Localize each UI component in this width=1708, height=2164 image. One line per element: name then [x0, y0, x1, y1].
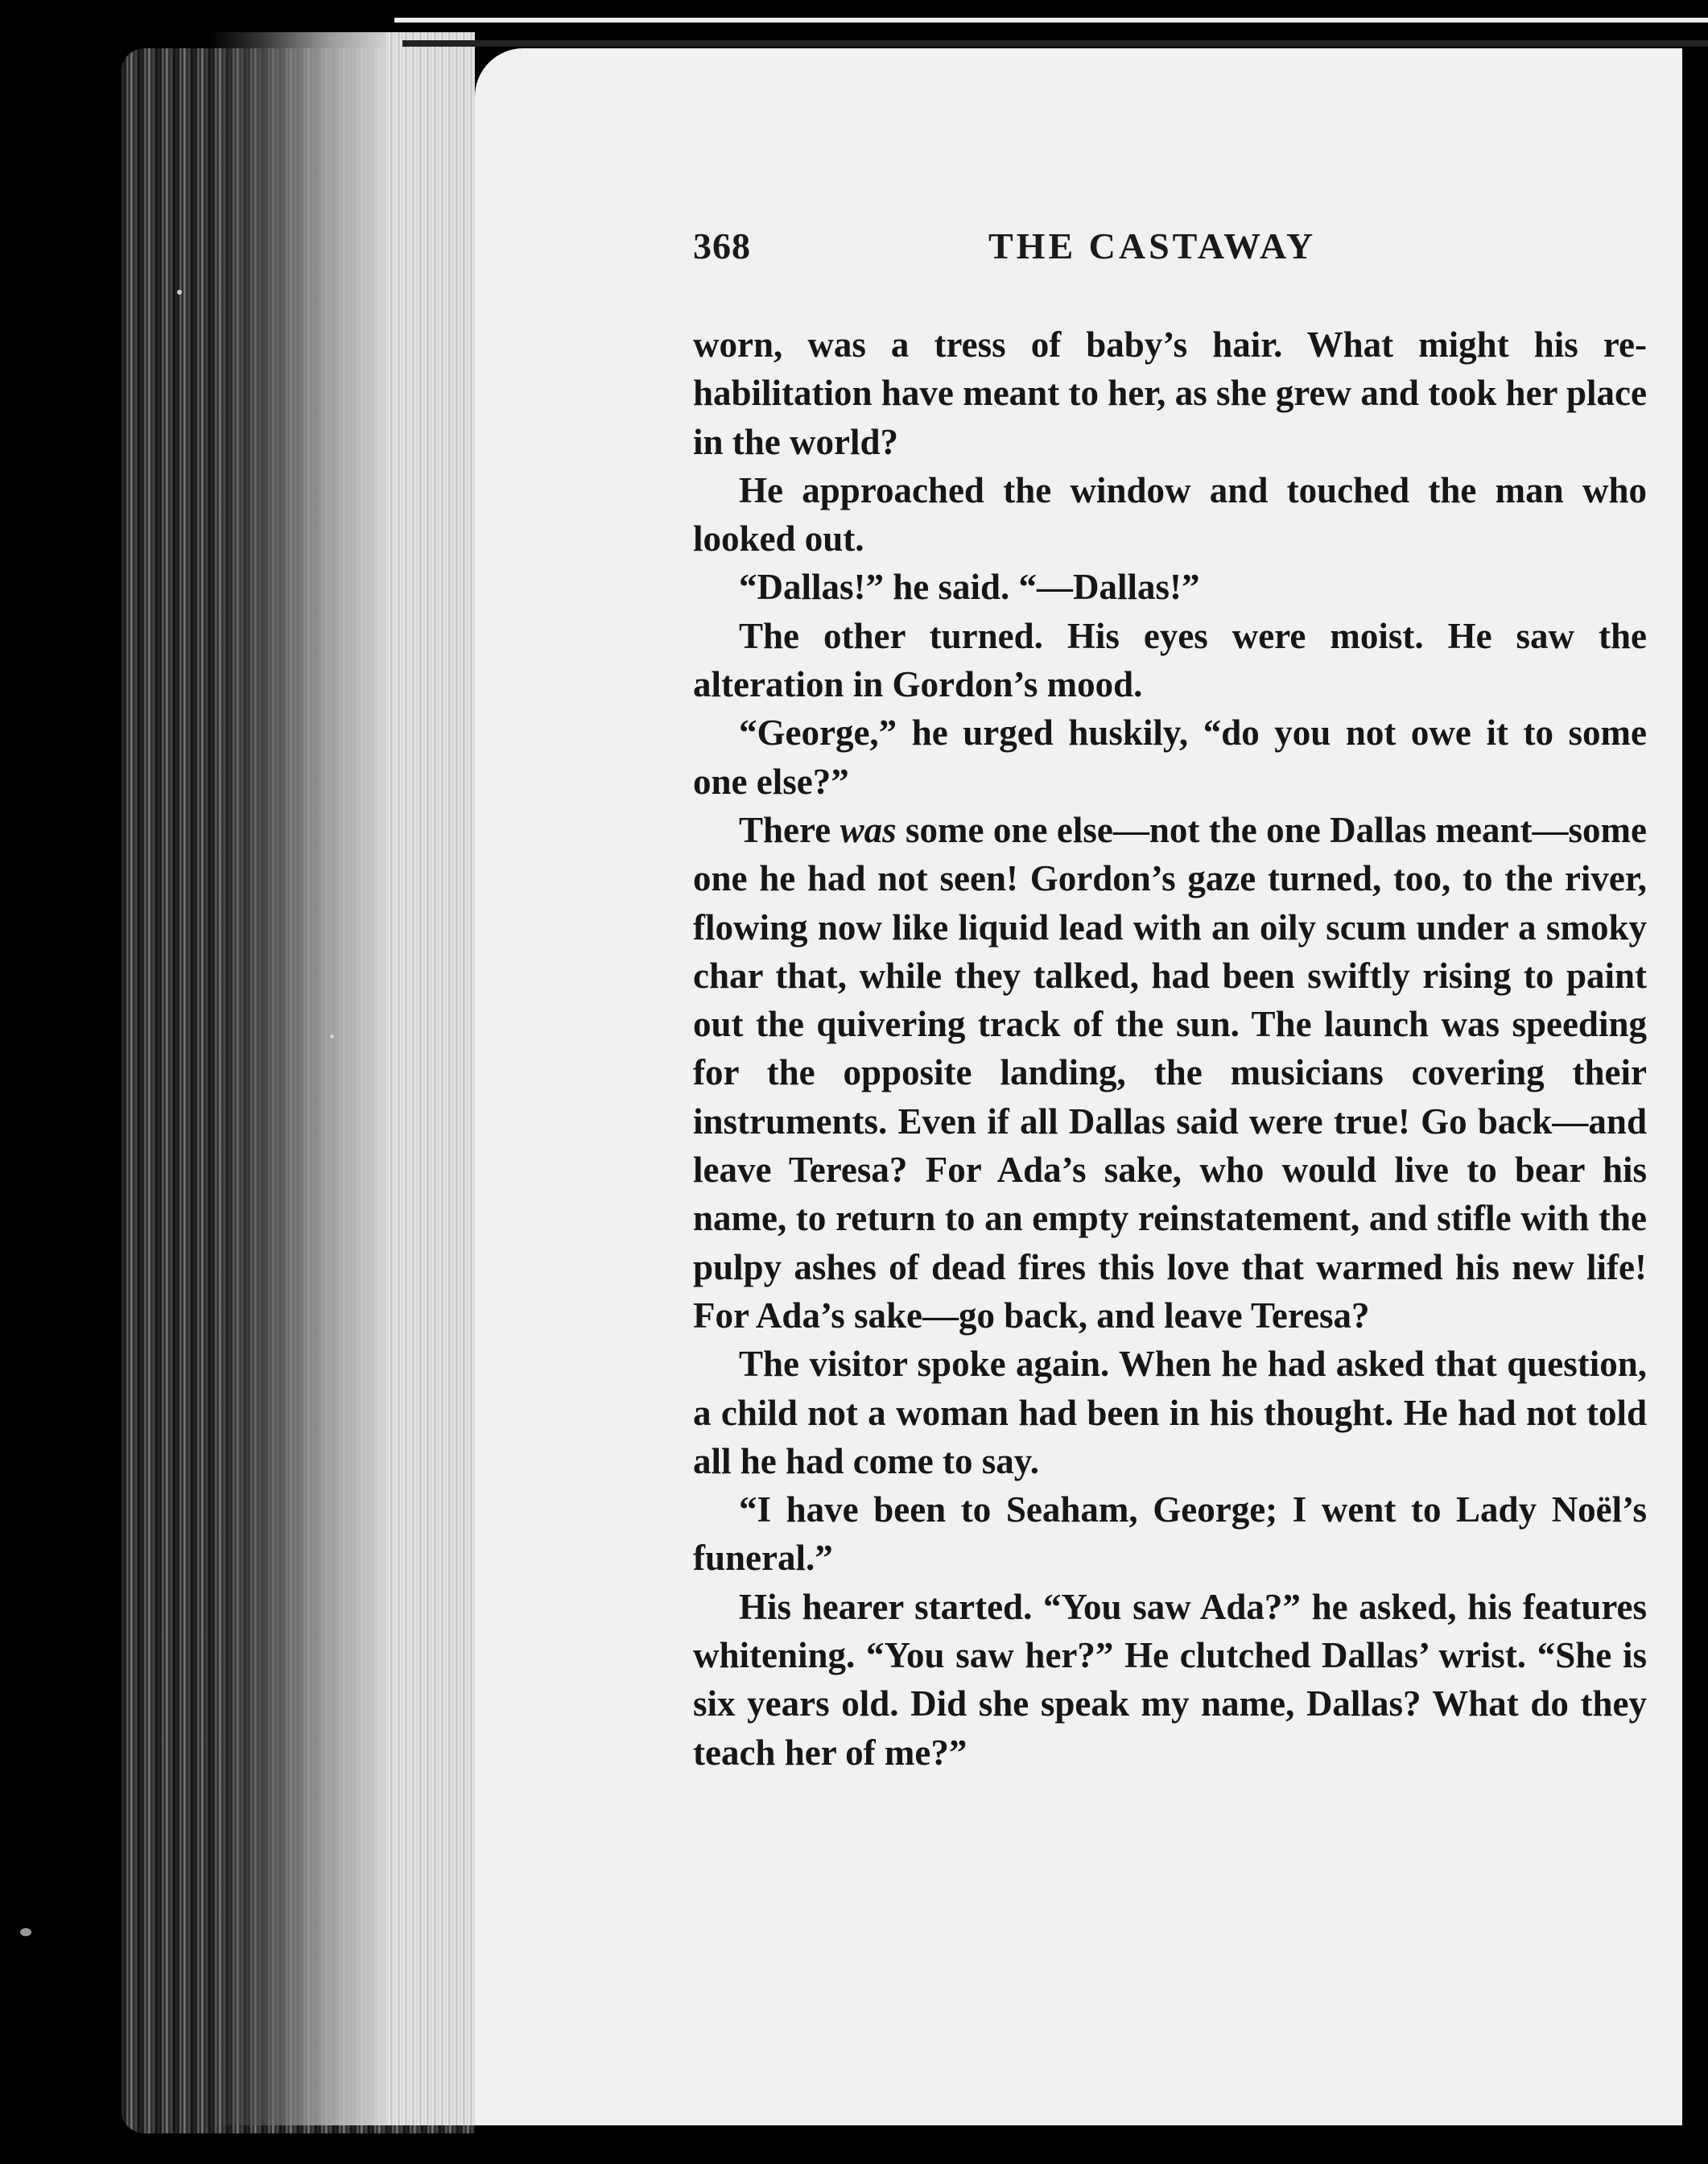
paragraph-text: “George,” he urged huskily, “do you not owe it to some one else?”	[693, 712, 1647, 802]
paragraph-text: some one else—not the one Dallas meant—some one he had not seen! Gordon’s gaze turned, too, to the river, flowing now like liquid lead with an oily scum under a smoky char that, while they talked, had been swiftly rising to paint out the quivering track of the sun. The launch was speeding for the opposite landing, the musicians covering their instruments. Even if all Dallas said were true! Go back—and leave Teresa? For Ada’s sake, who would live to bear his name, to return to an empty reinstatement, and stifle with the pulpy ashes of dead fires this love that warmed his new life! For Ada’s sake—go back, and leave Teresa?	[693, 809, 1647, 1336]
paragraph-text: “I have been to Seaham, George; I went to Lady Noël’s funeral.”	[693, 1489, 1647, 1579]
paragraph	[693, 1583, 1647, 1777]
paragraph-text: His hearer started. “You saw Ada?” he asked, his features whitening. “You saw her?” He clutched Dallas’ wrist. “She is six years old. Did she speak my name, Dallas? What do they teach her of me?”	[693, 1586, 1647, 1773]
running-head-title: THE CASTAWAY	[988, 225, 1317, 266]
page-edge-lines	[386, 32, 475, 2125]
paragraph-text: The visitor spoke again. When he had asked that question, a child not a woman had been in his thought. He had not told all he had come to say.	[693, 1344, 1647, 1481]
paragraph	[693, 806, 1647, 1340]
top-binding-line	[402, 40, 1708, 47]
page-number: 368	[693, 225, 751, 266]
scan-speck	[330, 1035, 334, 1039]
paragraph	[693, 320, 1647, 466]
top-page-edge	[394, 18, 1708, 23]
italic-text: was	[840, 809, 897, 850]
paragraph	[693, 708, 1647, 806]
paragraph-text: worn, was a tress of baby’s hair. What might his re-habilitation have meant to her, as she grew and took her place in the world?	[693, 324, 1647, 462]
scan-speck	[177, 290, 182, 295]
paragraph-text: He approached the window and touched the man who looked out.	[693, 469, 1647, 560]
paragraph	[693, 1485, 1647, 1583]
running-header	[693, 225, 1353, 273]
body-text	[693, 320, 1647, 1777]
paragraph-text: “Dallas!” he said. “—Dallas!”	[739, 567, 1200, 608]
scan-speck	[20, 1928, 31, 1936]
paragraph	[693, 563, 1647, 611]
paragraph-text: The other turned. His eyes were moist. He saw the alteration in Gordon’s mood.	[693, 615, 1647, 705]
right-edge-shadow	[1682, 48, 1708, 2141]
paragraph-text: There	[739, 809, 840, 850]
paragraph	[693, 1340, 1647, 1485]
paragraph	[693, 612, 1647, 709]
paragraph	[693, 466, 1647, 564]
